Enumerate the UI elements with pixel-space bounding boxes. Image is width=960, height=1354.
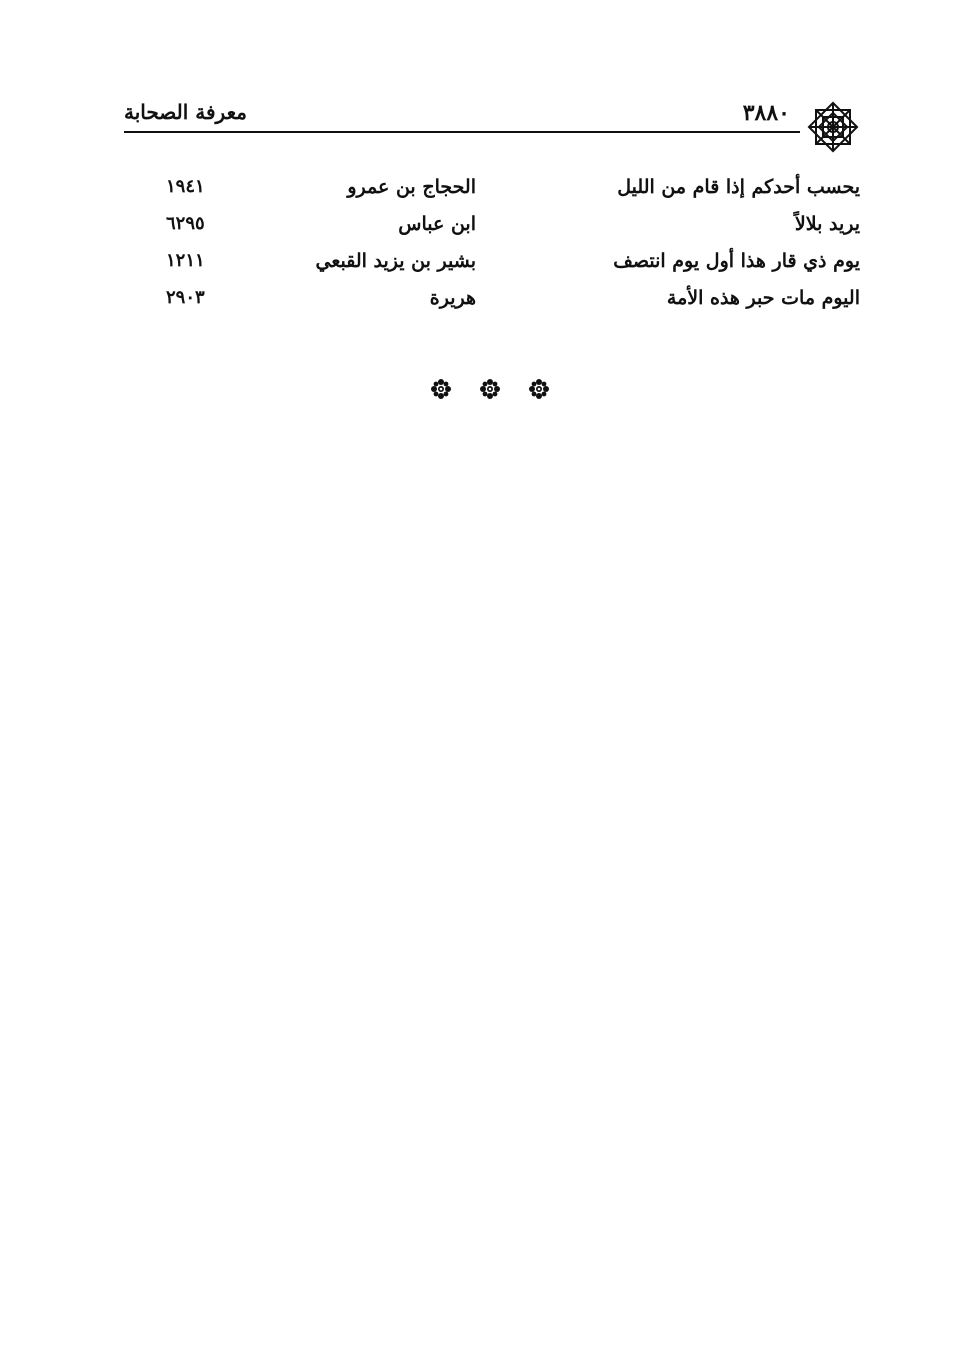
page-header [124, 96, 864, 166]
hadith-index-table [124, 170, 860, 318]
header-rule [124, 131, 800, 133]
hadith-number: ١٢١١ [166, 250, 205, 271]
hadith-text: اليوم مات حبر هذه الأمة [666, 287, 860, 309]
flower-ornament-icon [528, 378, 550, 400]
flower-ornament-icon [479, 378, 501, 400]
index-row [124, 170, 860, 207]
flower-ornament-icon [430, 378, 452, 400]
section-end-marks [430, 378, 550, 404]
hadith-text: يحسب أحدكم إذا قام من الليل [617, 176, 860, 198]
hadith-number: ٦٢٩٥ [166, 213, 205, 234]
narrator-name: الحجاج بن عمرو [347, 176, 476, 198]
hadith-number: ٢٩٠٣ [166, 287, 205, 308]
hadith-text: يريد بلالاً [794, 213, 860, 235]
index-row [124, 207, 860, 244]
narrator-name: بشير بن يزيد القبعي [315, 250, 476, 272]
page-number: ٣٨٨٠ [742, 100, 790, 126]
geometric-star-ornament-icon [802, 96, 864, 158]
hadith-number: ١٩٤١ [166, 176, 205, 197]
hadith-text: يوم ذي قار هذا أول يوم انتصف [613, 250, 860, 272]
narrator-name: هريرة [429, 287, 476, 309]
index-row [124, 281, 860, 318]
book-title: معرفة الصحابة [124, 100, 247, 124]
narrator-name: ابن عباس [398, 213, 476, 235]
index-row [124, 244, 860, 281]
